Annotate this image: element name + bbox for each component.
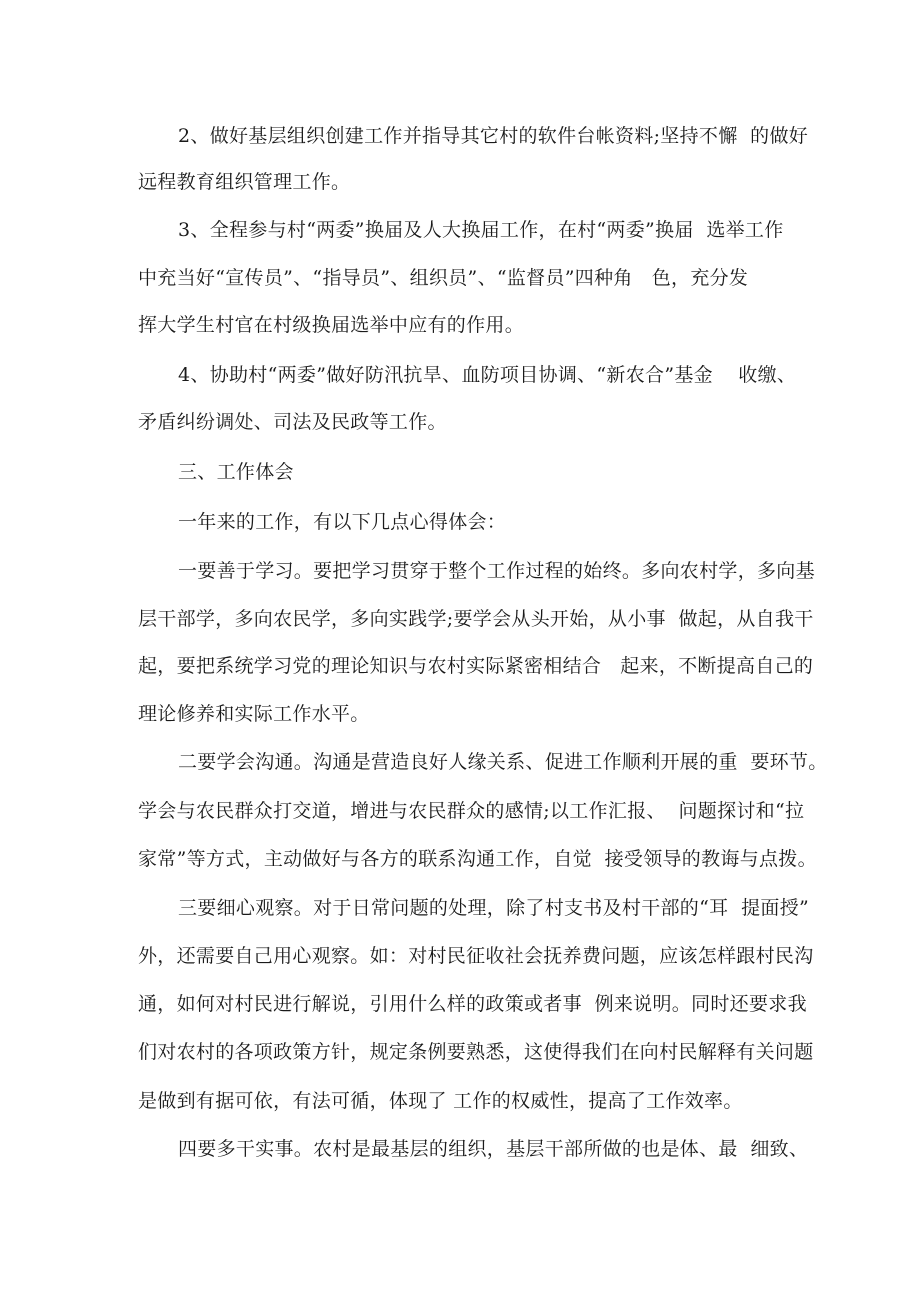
- text-line: 中充当好“宣传员”、“指导员”、组织员”、“监督员”四种角 色，充分发: [138, 267, 749, 289]
- text-line: 是做到有据可依，有法可循，体现了 工作的权威性，提高了工作效率。: [138, 1090, 743, 1112]
- text-line: 矛盾纠纷调处、司法及民政等工作。: [138, 411, 447, 433]
- text-line: 们对农村的各项政策方针，规定条例要熟悉，这使得我们在向村民解释有关问题: [138, 1041, 814, 1063]
- text-line: 挥大学生村官在村级换届选举中应有的作用。: [138, 314, 525, 336]
- text-line: 三要细心观察。对于日常问题的处理，除了村支书及村干部的“耳 提面授”: [178, 897, 810, 919]
- section-heading: 三、工作体会: [178, 461, 294, 483]
- text-line: 层干部学，多向农民学，多向实践学;要学会从头开始，从小事 做起，从自我干: [138, 608, 814, 630]
- text-line: 学会与农民群众打交道，增进与农民群众的感情;以工作汇报、 问题探讨和“拉: [138, 800, 805, 822]
- text-line: 通，如何对村民进行解说，引用什么样的政策或者事 例来说明。同时还要求我: [138, 993, 807, 1015]
- text-line: 一要善于学习。要把学习贯穿于整个工作过程的始终。多向农村学，多向基: [178, 560, 815, 582]
- text-line: 理论修养和实际工作水平。: [138, 703, 370, 725]
- text-line: 四要多干实事。农村是最基层的组织，基层干部所做的也是体、最 细致、: [178, 1138, 809, 1160]
- text-line: 远程教育组织管理工作。: [138, 171, 351, 193]
- text-line: 2、做好基层组织创建工作并指导其它村的软件台帐资料;坚持不懈 的做好: [178, 125, 809, 147]
- text-line: 一年来的工作，有以下几点心得体会：: [178, 511, 507, 533]
- text-line: 3、全程参与村“两委”换届及人大换届工作，在村“两委”换届 选举工作: [178, 219, 784, 241]
- text-line: 外，还需要自己用心观察。如：对村民征收社会抚养费问题，应该怎样跟村民沟: [138, 945, 814, 967]
- text-line: 二要学会沟通。沟通是营造良好人缘关系、促进工作顺利开展的重 要环节。: [178, 751, 828, 773]
- text-line: 家常”等方式，主动做好与各方的联系沟通工作，自觉 接受领导的教诲与点拨。: [138, 848, 817, 870]
- text-line: 起，要把系统学习党的理论知识与农村实际紧密相结合 起来，不断提高自己的: [138, 655, 814, 677]
- text-line: 4、协助村“两委”做好防汛抗旱、血防项目协调、“新农合”基金 收缴、: [178, 364, 797, 386]
